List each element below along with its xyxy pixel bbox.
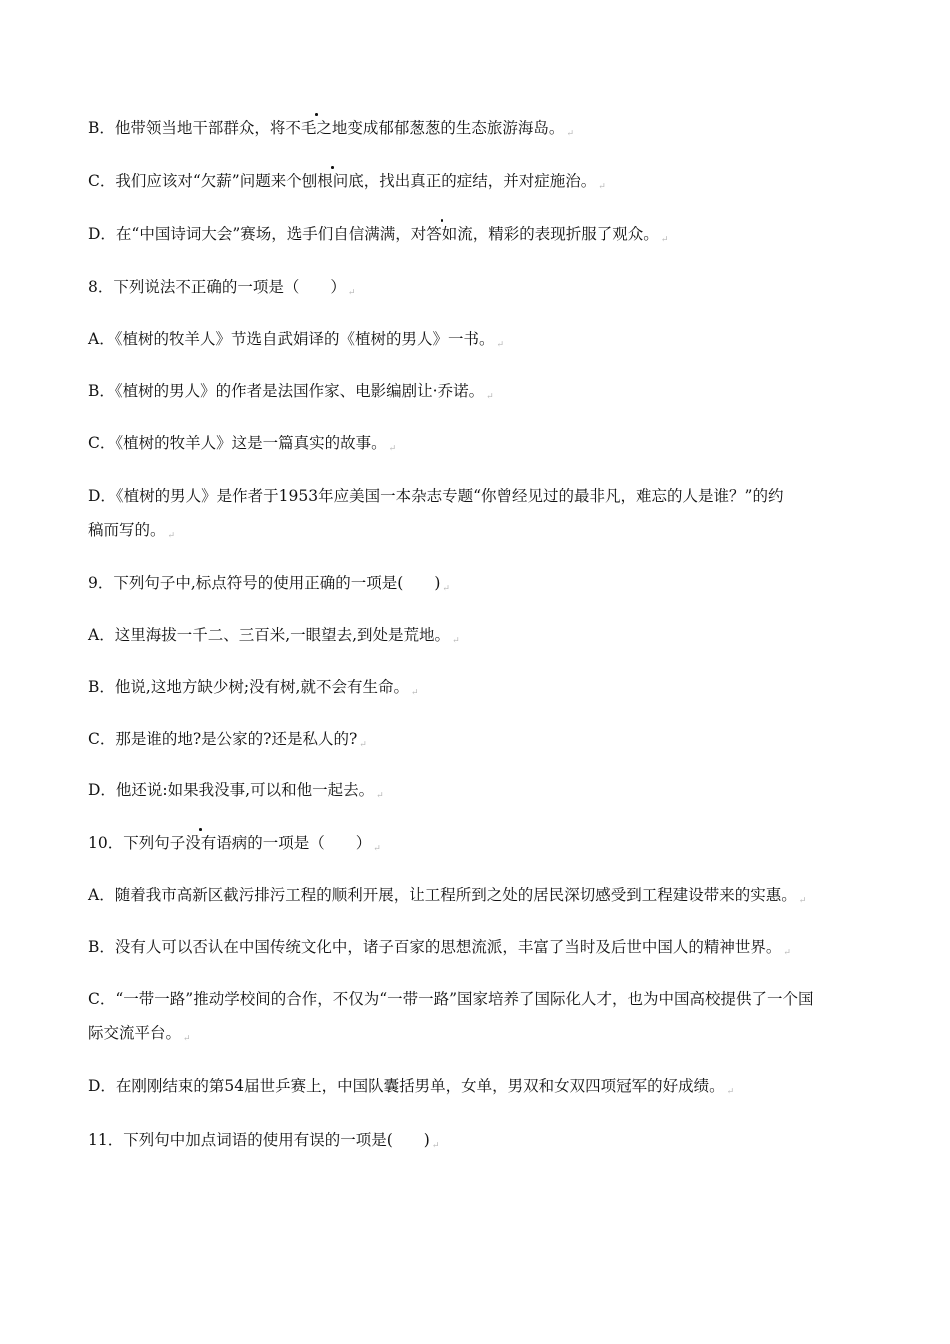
dotted-phrase: 没有 [185,834,217,852]
q10-stem [88,833,381,859]
option-text: B．他说,这地方缺少树;没有树,就不会有生命。 [88,678,409,696]
option-text: D．《植树的男人》是作者于1953年应美国一本杂志专题“你曾经见过的最非凡，难忘的人是谁？”的约 [88,487,784,505]
text: 变成郁郁葱葱的生态旅游海岛。 [347,119,565,137]
dotted-phrase: 刨根问底 [301,172,364,190]
q7-option-d [88,224,668,250]
q10-option-b [88,937,791,963]
option-text: D．在刚刚结束的第54届世乒赛上，中国队囊括男单，女单，男双和女双四项冠军的好成绩。 [88,1077,725,1095]
q11-stem [88,1130,439,1156]
q7-option-b [88,118,574,144]
q8-option-c [88,433,396,459]
text: B．他带领当地干部群众，将 [88,119,286,137]
q10-option-c-line2 [88,1023,191,1049]
paragraph-mark-icon: ↵ [452,636,460,646]
question-text: 10．下列句子 [88,834,186,852]
option-text: 际交流平台。 [88,1024,182,1042]
option-text: C．那是谁的地?是公家的?还是私人的? [88,730,358,748]
paragraph-mark-icon: ↵ [496,340,504,350]
q9-option-b [88,677,419,703]
paragraph-mark-icon: ↵ [410,688,419,698]
question-text: 语病的一项是（ ） [216,834,372,852]
question-text: 9．下列句子中,标点符号的使用正确的一项是( ) [88,574,441,592]
q8-stem [88,277,355,303]
text: ，精彩的表现折服了观众。 [472,225,659,243]
dotted-phrase: 不毛之地 [285,119,348,137]
dotted-phrase: 对答如流 [410,225,473,243]
q9-option-d [88,780,384,806]
option-text: C．《植树的牧羊人》这是一篇真实的故事。 [88,434,387,452]
text: C．我们应该对“欠薪”问题来个 [88,172,302,190]
paragraph-mark-icon: ↵ [183,1034,191,1044]
paragraph-mark-icon: ↵ [167,531,176,541]
q9-stem [88,573,450,599]
text: ，找出真正的症结，并对症施治。 [363,172,597,190]
option-text: B．没有人可以否认在中国传统文化中，诸子百家的思想流派，丰富了当时及后世中国人的精神世界。 [88,938,782,956]
text: D．在“中国诗词大会”赛场，选手们自信满满， [88,225,411,243]
question-text: 11．下列句中加点词语的使用有误的一项是( ) [88,1131,430,1149]
paragraph-mark-icon: ↵ [388,444,397,454]
paragraph-mark-icon: ↵ [726,1087,735,1097]
paragraph-mark-icon: ↵ [376,791,384,801]
paragraph-mark-icon: ↵ [486,392,494,402]
option-text: A．随着我市高新区截污排污工程的顺利开展，让工程所到之处的居民深切感受到工程建设带来的实惠。 [88,886,797,904]
option-text: D．他还说:如果我没事,可以和他一起去。 [88,781,375,799]
paragraph-mark-icon: ↵ [347,288,356,298]
paragraph-mark-icon: ↵ [798,896,807,906]
q10-option-d [88,1076,734,1102]
paragraph-mark-icon: ↵ [783,948,791,958]
question-text: 8．下列说法不正确的一项是（ ） [88,278,346,296]
q10-option-a [88,885,806,911]
paragraph-mark-icon: ↵ [442,584,450,594]
option-text: 稿而写的。 [88,521,166,539]
paragraph-mark-icon: ↵ [359,740,367,750]
q9-option-c [88,729,367,755]
q7-option-c [88,171,606,197]
option-text: A．《植树的牧羊人》节选自武娟译的《植树的男人》一书。 [88,330,495,348]
q10-option-c-line1 [88,989,814,1009]
option-text: C．“一带一路”推动学校间的合作，不仅为“一带一路”国家培养了国际化人才，也为中国高校提供了一个国 [88,990,814,1008]
paragraph-mark-icon: ↵ [566,129,574,139]
paragraph-mark-icon: ↵ [598,182,606,192]
paragraph-mark-icon: ↵ [431,1141,440,1151]
q8-option-b [88,381,494,407]
q8-option-d-line2 [88,520,175,546]
q8-option-d-line1 [88,486,783,506]
paragraph-mark-icon: ↵ [373,844,381,854]
q9-option-a [88,625,460,651]
option-text: B．《植树的男人》的作者是法国作家、电影编剧让·乔诺。 [88,382,485,400]
option-text: A．这里海拔一千二、三百米,一眼望去,到处是荒地。 [88,626,451,644]
paragraph-mark-icon: ↵ [660,235,669,245]
q8-option-a [88,329,504,355]
